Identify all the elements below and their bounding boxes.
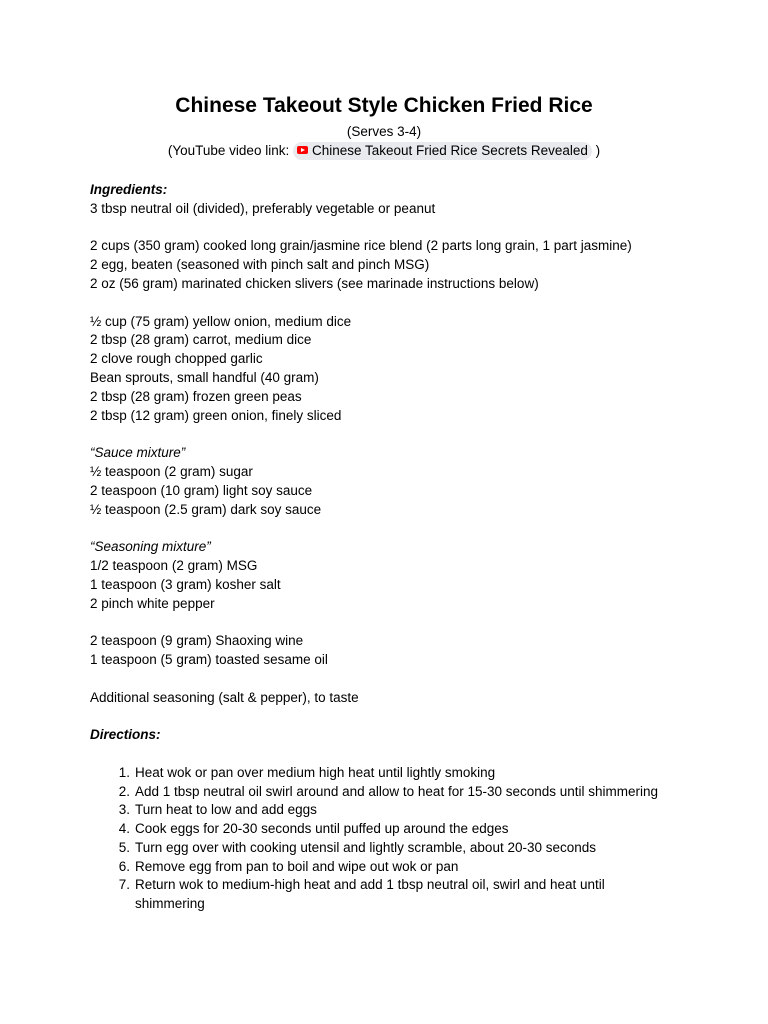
video-link-suffix: ) bbox=[591, 143, 601, 158]
direction-step bbox=[90, 801, 675, 820]
step-number: 2. bbox=[118, 783, 130, 799]
ingredient-line: 1/2 teaspoon (2 gram) MSG bbox=[90, 557, 258, 573]
ingredient-line: 2 teaspoon (10 gram) light soy sauce bbox=[90, 482, 313, 498]
ingredient-line: 2 tbsp (28 gram) carrot, medium dice bbox=[90, 332, 312, 348]
direction-step bbox=[90, 858, 675, 877]
recipe-body bbox=[90, 181, 710, 914]
directions-heading: Directions: bbox=[90, 727, 161, 743]
ingredient-line: ½ teaspoon (2.5 gram) dark soy sauce bbox=[90, 501, 322, 517]
direction-step bbox=[90, 820, 675, 839]
ingredient-line: 2 tbsp (12 gram) green onion, finely sliced bbox=[90, 407, 342, 423]
spacer bbox=[90, 613, 710, 632]
directions-list bbox=[90, 764, 710, 914]
additional-seasoning-line: Additional seasoning (salt & pepper), to taste bbox=[90, 689, 359, 705]
spacer bbox=[90, 294, 710, 313]
step-text: Remove egg from pan to boil and wipe out wok or pan bbox=[135, 858, 459, 874]
step-text: Add 1 tbsp neutral oil swirl around and allow to heat for 15-30 seconds until shimmering bbox=[135, 783, 659, 799]
step-number: 3. bbox=[118, 802, 130, 818]
ingredient-line: ½ cup (75 gram) yellow onion, medium dice bbox=[90, 313, 352, 329]
spacer bbox=[90, 425, 710, 444]
ingredient-line: 2 clove rough chopped garlic bbox=[90, 351, 263, 367]
video-link-line bbox=[0, 142, 768, 160]
sauce-mixture-heading: “Sauce mixture” bbox=[90, 445, 186, 461]
direction-step bbox=[90, 876, 675, 914]
page-title: Chinese Takeout Style Chicken Fried Rice bbox=[175, 94, 593, 117]
step-text: Return wok to medium-high heat and add 1 tbsp neutral oil, swirl and heat until shimmering bbox=[135, 877, 605, 912]
ingredient-line: 2 cups (350 gram) cooked long grain/jasmine rice blend (2 parts long grain, 1 part jasmine) bbox=[90, 238, 632, 254]
step-number: 1. bbox=[118, 764, 130, 780]
youtube-icon bbox=[297, 146, 308, 154]
step-number: 5. bbox=[118, 839, 130, 855]
seasoning-mixture-heading: “Seasoning mixture” bbox=[90, 539, 211, 555]
ingredient-line: 1 teaspoon (5 gram) toasted sesame oil bbox=[90, 651, 328, 667]
ingredient-line: ½ teaspoon (2 gram) sugar bbox=[90, 463, 253, 479]
video-link-chip[interactable] bbox=[293, 142, 592, 160]
direction-step bbox=[90, 764, 675, 783]
ingredient-line: 2 tbsp (28 gram) frozen green peas bbox=[90, 388, 302, 404]
spacer bbox=[90, 219, 710, 238]
step-text: Turn egg over with cooking utensil and lightly scramble, about 20-30 seconds bbox=[135, 839, 597, 855]
spacer bbox=[90, 745, 710, 764]
video-link-prefix: (YouTube video link: bbox=[167, 143, 293, 158]
step-text: Turn heat to low and add eggs bbox=[135, 802, 317, 818]
video-link-text[interactable]: Chinese Takeout Fried Rice Secrets Revealed bbox=[311, 143, 588, 158]
ingredient-line: 2 egg, beaten (seasoned with pinch salt and pinch MSG) bbox=[90, 257, 430, 273]
step-number: 6. bbox=[118, 858, 130, 874]
step-number: 4. bbox=[118, 821, 130, 837]
ingredient-line: 2 oz (56 gram) marinated chicken slivers (see marinade instructions below) bbox=[90, 275, 539, 291]
ingredient-line: 3 tbsp neutral oil (divided), preferably vegetable or peanut bbox=[90, 200, 436, 216]
direction-step bbox=[90, 839, 675, 858]
ingredient-line: 2 teaspoon (9 gram) Shaoxing wine bbox=[90, 633, 304, 649]
spacer bbox=[90, 519, 710, 538]
direction-step bbox=[90, 783, 675, 802]
ingredient-line: 1 teaspoon (3 gram) kosher salt bbox=[90, 576, 281, 592]
spacer bbox=[90, 707, 710, 726]
step-number: 7. bbox=[118, 877, 130, 893]
step-text: Cook eggs for 20-30 seconds until puffed up around the edges bbox=[135, 821, 509, 837]
ingredients-heading: Ingredients: bbox=[90, 182, 168, 197]
ingredient-line: Bean sprouts, small handful (40 gram) bbox=[90, 369, 319, 385]
spacer bbox=[90, 670, 710, 689]
ingredient-line: 2 pinch white pepper bbox=[90, 595, 215, 611]
serves-line: (Serves 3-4) bbox=[346, 124, 422, 139]
step-text: Heat wok or pan over medium high heat until lightly smoking bbox=[135, 764, 496, 780]
